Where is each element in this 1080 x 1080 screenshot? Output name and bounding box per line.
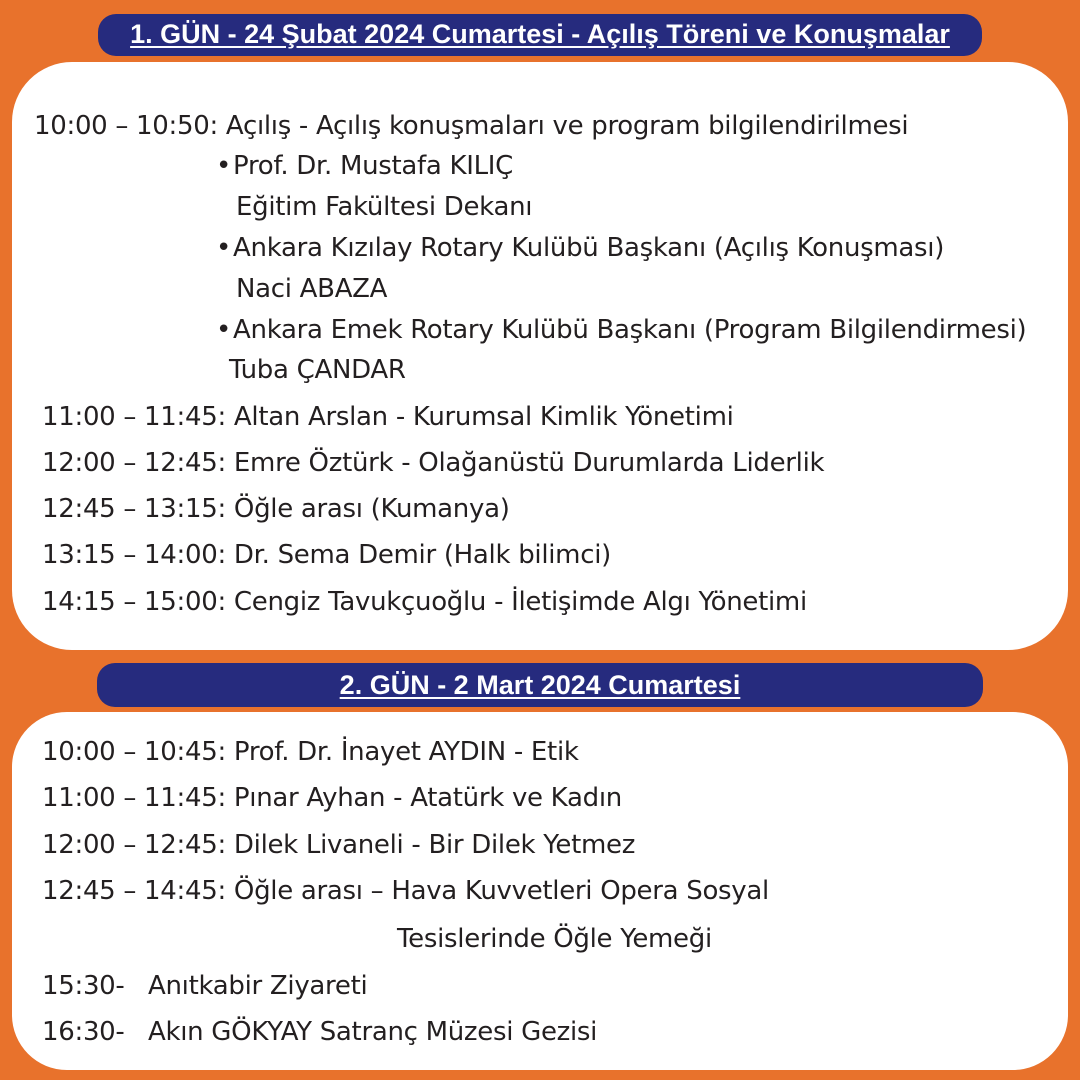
- session-time: 14:15 – 15:00:: [42, 587, 226, 617]
- session-row: [42, 828, 635, 862]
- session-time: 11:00 – 11:45:: [42, 783, 226, 813]
- session-time: 11:00 – 11:45:: [42, 402, 226, 432]
- day2-title: 2. GÜN - 2 Mart 2024 Cumartesi: [339, 670, 741, 700]
- speaker-role-text: Prof. Dr. Mustafa KILIÇ: [233, 151, 513, 181]
- speaker-name: Naci ABAZA: [236, 274, 388, 304]
- session-text: Pınar Ayhan - Atatürk ve Kadın: [233, 783, 622, 813]
- bullet: •: [216, 151, 232, 181]
- speaker-name: Tuba ÇANDAR: [229, 355, 406, 385]
- session-row: [42, 735, 579, 769]
- session-time: 10:00 – 10:50:: [34, 111, 218, 141]
- session-row: [42, 492, 510, 526]
- session-text: Anıtkabir Ziyareti: [148, 971, 368, 1001]
- session-row: [42, 1015, 597, 1049]
- session-text: Emre Öztürk - Olağanüstü Durumlarda Liderlik: [233, 448, 825, 478]
- session-text: Prof. Dr. İnayet AYDIN - Etik: [233, 737, 579, 767]
- session-row: [42, 400, 734, 434]
- speaker-role-text: Ankara Kızılay Rotary Kulübü Başkanı (Açılış Konuşması): [233, 233, 945, 263]
- session-time: 16:30-: [42, 1017, 125, 1047]
- session-time: 15:30-: [42, 971, 125, 1001]
- session-text: Dilek Livaneli - Bir Dilek Yetmez: [233, 830, 636, 860]
- speaker-role: [216, 231, 944, 265]
- session-row: [42, 969, 367, 1003]
- session-row: [42, 585, 807, 619]
- bullet: •: [216, 315, 232, 345]
- session-continuation: Tesislerinde Öğle Yemeği: [397, 924, 712, 954]
- session-text: Öğle arası – Hava Kuvvetleri Opera Sosyal: [233, 876, 769, 906]
- session-text: Altan Arslan - Kurumsal Kimlik Yönetimi: [233, 402, 734, 432]
- session-text: Öğle arası (Kumanya): [233, 494, 510, 524]
- session-row: [42, 874, 769, 908]
- speaker-role-text: Ankara Emek Rotary Kulübü Başkanı (Program Bilgilendirmesi): [233, 315, 1027, 345]
- speaker-role: [216, 313, 1026, 347]
- day1-opening-row: [34, 109, 908, 143]
- session-time: 12:45 – 14:45:: [42, 876, 226, 906]
- day1-title-banner: [98, 14, 982, 56]
- speaker-role: [216, 149, 513, 183]
- speaker-name: Eğitim Fakültesi Dekanı: [236, 192, 533, 222]
- day2-title-banner: [97, 663, 983, 707]
- session-time: 12:00 – 12:45:: [42, 830, 226, 860]
- session-text: Dr. Sema Demir (Halk bilimci): [233, 540, 611, 570]
- session-time: 12:45 – 13:15:: [42, 494, 226, 524]
- session-row: [42, 446, 824, 480]
- day1-title: 1. GÜN - 24 Şubat 2024 Cumartesi - Açılış Töreni ve Konuşmalar: [130, 19, 950, 49]
- session-time: 10:00 – 10:45:: [42, 737, 226, 767]
- session-text: Akın GÖKYAY Satranç Müzesi Gezisi: [148, 1017, 598, 1047]
- session-time: 13:15 – 14:00:: [42, 540, 226, 570]
- session-text: Açılış - Açılış konuşmaları ve program bilgilendirilmesi: [225, 111, 909, 141]
- bullet: •: [216, 233, 232, 263]
- session-time: 12:00 – 12:45:: [42, 448, 226, 478]
- session-row: [42, 538, 611, 572]
- session-row: [42, 781, 622, 815]
- session-text: Cengiz Tavukçuoğlu - İletişimde Algı Yönetimi: [233, 587, 807, 617]
